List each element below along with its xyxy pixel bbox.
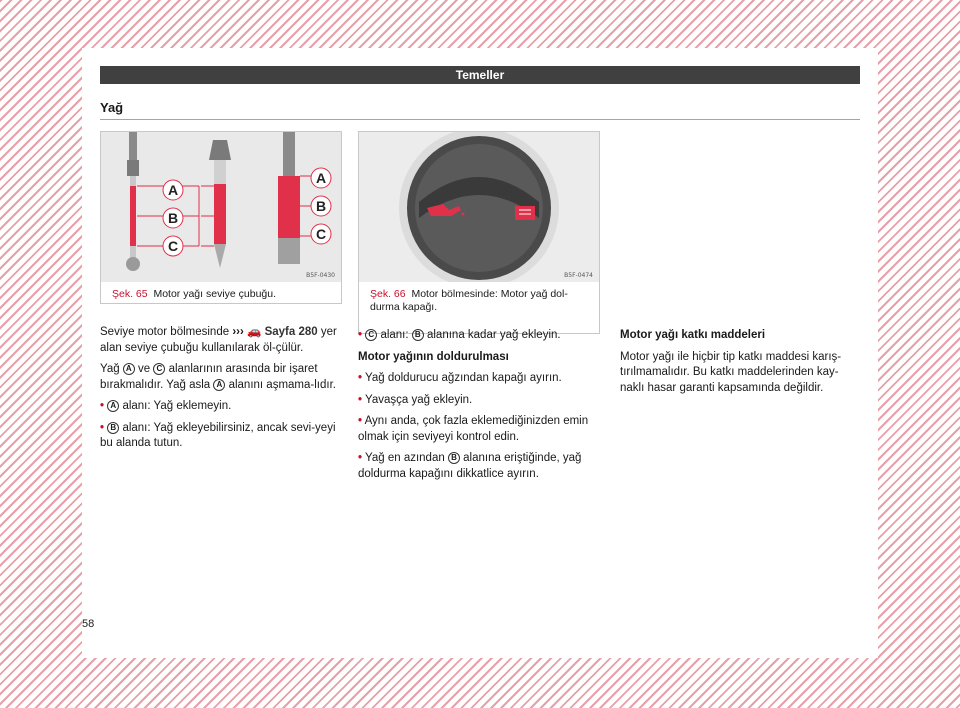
oil-cap-illustration xyxy=(359,132,599,282)
figure-caption-text: Motor yağı seviye çubuğu. xyxy=(153,288,277,300)
text: alanı: xyxy=(380,329,409,341)
bullet-icon: • xyxy=(100,400,105,412)
bullet-item xyxy=(358,393,598,409)
label-b-left: B xyxy=(168,210,179,226)
page-link[interactable]: Sayfa 280 xyxy=(264,326,318,338)
car-engine-icon: 🚗 xyxy=(247,326,262,338)
dipstick-drawing xyxy=(101,132,341,282)
bullet-item xyxy=(358,371,598,387)
dipstick-illustration xyxy=(101,132,341,282)
text: Yağ en azından xyxy=(365,452,445,464)
text: alanına kadar yağ ekleyin. xyxy=(426,329,561,341)
section-title: Yağ xyxy=(100,100,124,115)
subheading: Motor yağının doldurulması xyxy=(358,350,509,363)
subheading: Motor yağı katkı maddeleri xyxy=(620,329,766,341)
section-divider xyxy=(100,119,860,120)
bullet-item xyxy=(358,328,598,344)
bullet-icon: • xyxy=(358,415,363,427)
label-c-left: C xyxy=(168,238,179,254)
bullet-icon: • xyxy=(100,421,105,434)
bullet-icon: • xyxy=(358,372,363,384)
text: Yavaşça yağ ekleyin. xyxy=(365,393,473,406)
label-b-right: B xyxy=(316,198,327,214)
text: ve xyxy=(138,363,151,375)
figure-65 xyxy=(100,131,342,304)
bullet-item xyxy=(358,451,598,482)
figure-caption xyxy=(370,288,592,314)
bullet-item xyxy=(358,414,598,445)
text: alanı: Yağ ekleyebilirsiniz, ancak sevi-yeyi bu alanda tutun. xyxy=(100,421,336,449)
page-number: 58 xyxy=(82,618,95,630)
manual-page xyxy=(82,48,878,658)
label-c-right: C xyxy=(316,226,327,242)
text: Yağ xyxy=(100,363,120,375)
text: alanını aşmama-lıdır. xyxy=(228,378,336,391)
bullet-item xyxy=(100,421,340,452)
text: alanı: Yağ eklemeyin. xyxy=(122,400,232,412)
bullet-icon: • xyxy=(358,329,363,341)
text: Yağ doldurucu ağzından kapağı ayırın. xyxy=(365,372,562,384)
figure-caption-text: Motor bölmesinde: Motor yağ dol-durma kapağı. xyxy=(370,288,568,313)
label-a-left: A xyxy=(168,182,179,198)
figure-code: B5F-0474 xyxy=(564,272,593,279)
label-badge: B xyxy=(448,452,460,464)
text: alanına eriştiğinde, yağ doldurma kapağını dikkatlice ayırın. xyxy=(358,452,582,480)
label-a-right: A xyxy=(316,170,327,186)
label-badge: B xyxy=(412,329,424,341)
bullet-icon: • xyxy=(358,393,363,406)
figure-number: Şek. 66 xyxy=(370,288,406,300)
text: Seviye motor bölmesinde xyxy=(100,326,230,338)
bullet-item xyxy=(100,399,340,415)
label-badge: A xyxy=(107,400,119,412)
manual-book-icon xyxy=(515,206,535,220)
label-badge: A xyxy=(213,379,225,391)
label-badge: A xyxy=(123,363,135,375)
chapter-header: Temeller xyxy=(100,66,860,84)
bullet-icon: • xyxy=(358,452,363,464)
figure-code: B5F-0430 xyxy=(306,272,335,279)
figure-caption xyxy=(112,288,334,301)
paragraph: Motor yağı ile hiçbir tip katkı maddesi karış-tırılmamalıdır. Bu katkı maddelerinden kay-naklı hasar garanti kapsamında değildir. xyxy=(620,350,842,394)
text: alanlarının arasında bir işaret bırakmalıdır. Yağ asla xyxy=(100,363,318,391)
paragraph xyxy=(100,325,340,356)
text-column-1 xyxy=(100,325,340,458)
text-column-3 xyxy=(620,328,860,402)
paragraph xyxy=(100,362,340,393)
label-badge: B xyxy=(107,422,119,434)
figure-number: Şek. 65 xyxy=(112,288,148,300)
label-badge: C xyxy=(365,329,377,341)
figure-66 xyxy=(358,131,600,334)
text-column-2 xyxy=(358,328,598,488)
label-badge: C xyxy=(153,363,165,375)
oil-cap-drawing xyxy=(359,132,599,282)
text: yer alan seviye çubuğu kullanılarak öl-çülür. xyxy=(100,326,337,354)
arrow-glyph: ››› xyxy=(232,326,244,338)
text: Aynı anda, çok fazla eklemediğinizden emin olmak için seviyeyi kontrol edin. xyxy=(358,415,589,443)
